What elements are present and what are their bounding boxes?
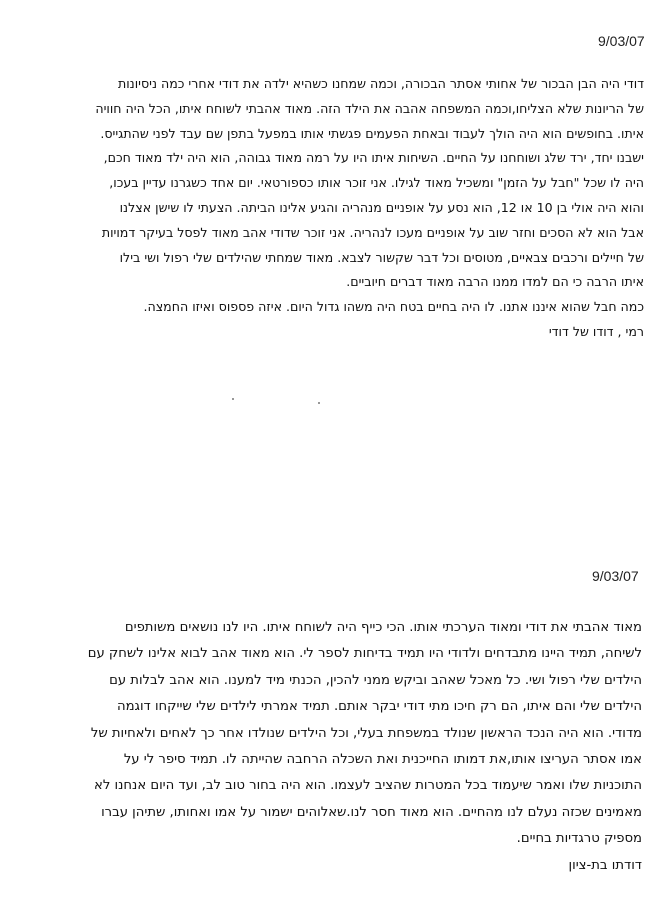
letter2-line: מאוד אהבתי את דודי ומאוד הערכתי אותו. הכי כייף היה לשוחח איתו. היו לנו נושאים משותפים — [124, 620, 642, 635]
letter1-line: ישבנו יחד, ירד שלג ושוחחנו על החיים. השיחות איתו היו על רמה מאוד גבוהה, הוא היה ילד מאוד חכם, — [103, 150, 644, 166]
letter1-body — [24, 72, 644, 345]
letter2-line: מספיק טרגדיות בחיים. — [516, 831, 642, 847]
letter2-line: אמו אסתר העריצו אותו,את דמותו החייכנית ואת השכלה הרחבה שהייתה לו. תמיד סיפר לי על — [123, 752, 642, 768]
letter1-line: והוא היה אולי בן 10 או 12, הוא נסע על אופניים מנהריה והגיע אלינו הביתה. הצעתי לו שישן אצלנו — [119, 199, 644, 215]
scan-speck — [232, 398, 234, 400]
letter2-line: התוכניות שלו ואמר שיעמוד בכל המטרות שהציב לעצמו. הוא היה בחור טוב לב, ועד היום אנחנו לא — [94, 778, 642, 794]
letter1-line: אבל הוא לא הסכים וחזר שוב על אופניים מעכו לנהריה. אני זוכר שדודי אהב מאוד לפסל בעיקר דמויות — [101, 224, 644, 240]
letter1-signature: רמי , דודו של דודי — [548, 323, 644, 339]
letter1-line: של הריונות שלא הצליחו,וכמה המשפחה אהבה את הילד הזה. מאוד אהבתי לשוחח איתו, הכל היה חוויה — [95, 100, 644, 116]
letter1-line: כמה חבל שהוא איננו אתנו. לו היה בחיים בטח היה משהו גדול היום. איזה פספוס ואיזו החמצה. — [143, 299, 644, 315]
letter2-line: מאמינים שכזה נעלם לנו מהחיים. הוא מאוד חסר לנו.שאלוהים ישמור על אמו ואחותו, שתיהן עברו — [101, 804, 642, 820]
letter2-line: הילדים שלי והם איתו, הם רק חיכו מתי דודי יבקר אותם. תמיד אמרתי לילדים שלי שייקחו דוגמה — [116, 699, 642, 715]
letter2-line: לשיחה, תמיד היינו מתבדחים ולדודי היו תמיד בדיחות לספר לי. הוא מאוד אהב לבוא אלינו לשחק עם — [87, 646, 642, 662]
scan-speck — [318, 402, 320, 404]
letter2-line: מדודי. הוא היה הנכד הראשון שנולד במשפחת בעלי, וכל הילדים שנולדו אחר כך לאחים ולאחיות של — [90, 725, 642, 741]
letter1-line: דודי היה הבן הבכור של אחותי אסתר הבכורה, וכמה שמחנו כשהיא ילדה את דודי אחרי כמה ניסיונות — [117, 76, 644, 91]
letter1-date: 9/03/07 — [598, 33, 645, 49]
letter2-signature: דודתו בת-ציון — [568, 857, 642, 873]
letter1-line: איתו. בחופשים הוא היה הולך לעבוד ובאחת הפעמים פגשתי אותו במפעל בתפן שם עבד לפני שהתגייס. — [100, 125, 644, 141]
letter1-line: של חיילים ורכבים צבאיים, מטוסים וכל דבר שקשור לצבא. מאוד שמחתי שהילדים שלי רפול ושי בילו — [119, 249, 644, 265]
letter2-date: 9/03/07 — [592, 568, 639, 584]
letter2-body — [28, 615, 642, 879]
letter2-line: הילדים שלי רפול ושי. כל מאכל שאהב וביקש ממני להכין, הכנתי מיד למענו. הוא אהב לבלות עם — [109, 672, 642, 688]
letter1-line: היה לו שכל "חבל על הזמן" ומשכיל מאוד לגילו. אני זוכר אותו כספורטאי. יום אחד כשגרנו עדיין בעכו, — [109, 175, 644, 191]
letter1-line: איתו הרבה כי הם למדו ממנו הרבה מאוד דברים חיוביים. — [346, 274, 644, 290]
